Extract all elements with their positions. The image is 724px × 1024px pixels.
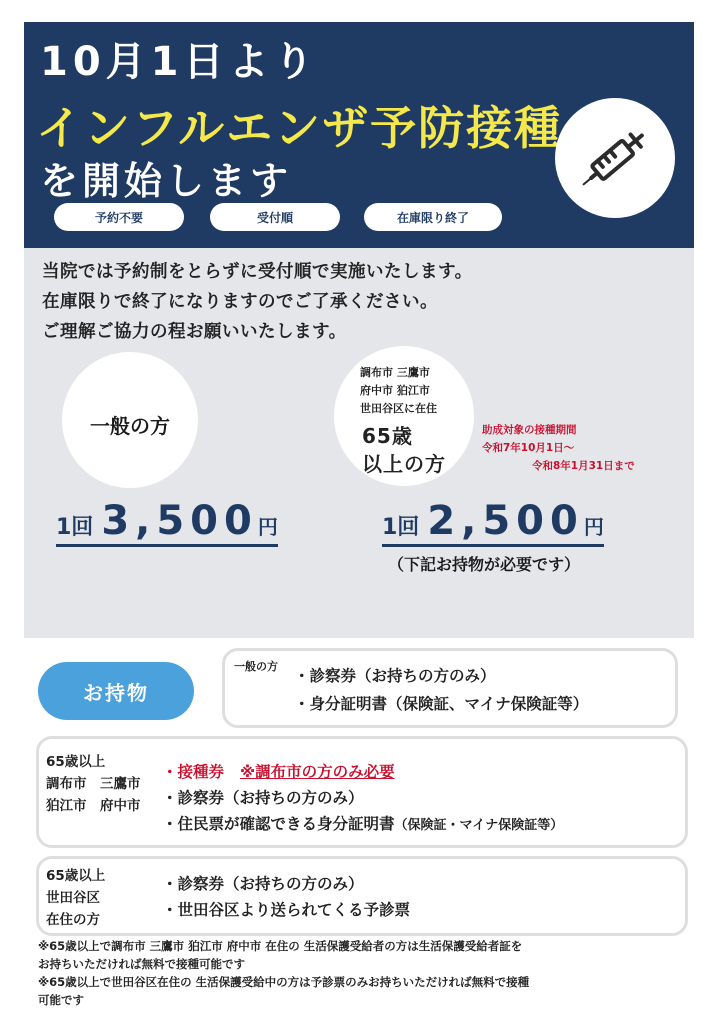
headline-date: 10月1日より [40,39,319,85]
senior-age-line-1: 65歳 [362,424,413,448]
senior-setagaya-belongings-box [36,856,688,936]
footnote-line-4: 可能です [38,993,84,1007]
subsidy-period-start: 令和7年10月1日～ [482,442,575,454]
general-belongings-item-2: ・身分証明書（保険証、マイナ保険証等） [294,695,589,713]
syringe-icon [570,113,660,203]
general-price-count: 1回 [56,515,94,540]
intro-line-3: ご理解ご協力の程お願いいたします。 [42,322,347,342]
general-belongings-box [222,648,678,728]
general-belongings-heading: 一般の方 [234,660,278,673]
box3-item-1: ・診察券（お持ちの方のみ） [162,875,364,893]
footnote-line-1: ※65歳以上で調布市 三鷹市 狛江市 府中市 在住の 生活保護受給者の方は生活保護受給者証を [38,939,523,953]
box2-item-1-note: ※調布市の方のみ必要 [240,763,395,781]
box2-item-3-main: ・住民票が確認できる身分証明書 [162,815,395,833]
headline-main: インフルエンザ予防接種 [36,101,563,155]
box3-label-line-1: 65歳以上 [46,868,106,884]
general-label: 一般の方 [90,414,170,438]
senior-price-count: 1回 [382,515,420,540]
pill-no-reservation: 予約不要 [54,203,184,231]
senior-price-note: （下記お持物が必要です） [388,555,581,574]
box2-item-3 [162,812,563,834]
senior-area-line-2: 府中市 狛江市 [360,384,430,397]
general-price-unit: 円 [257,515,278,539]
intro-line-1: 当院では予約制をとらずに受付順で実施いたします。 [42,262,473,282]
subsidy-period-end: 令和8年1月31日まで [532,460,635,472]
box2-label-line-1: 65歳以上 [46,754,106,770]
box3-item-2: ・世田谷区より送られてくる予診票 [162,901,411,919]
belongings-label: お持物 [38,662,194,720]
headline-sub: を開始します [40,159,293,203]
box2-item-1-prefix: ・接種券 [162,763,225,781]
box2-label-line-2: 調布市 三鷹市 [46,776,141,792]
senior-price-value: 2,500 [427,498,584,544]
footnote-line-2: お持ちいただければ無料で接種可能です [38,957,245,971]
senior-area-line-3: 世田谷区に在住 [360,402,437,415]
box3-label-line-2: 世田谷区 [46,890,100,906]
subsidy-period-title: 助成対象の接種期間 [482,424,577,436]
box3-label-line-3: 在住の方 [46,912,100,928]
box2-item-3-paren: （保険証・マイナ保険証等） [394,818,564,833]
box2-item-2: ・診察券（お持ちの方のみ） [162,789,364,807]
general-price [56,498,278,547]
general-price-value: 3,500 [101,498,258,544]
pill-first-come: 受付順 [210,203,340,231]
senior-age-line-2: 以上の方 [362,452,446,476]
senior-price-unit: 円 [583,515,604,539]
pill-while-stock-lasts: 在庫限り終了 [364,203,502,231]
senior-price [382,498,604,547]
general-belongings-item-1: ・診察券（お持ちの方のみ） [294,667,496,685]
intro-line-2: 在庫限りで終了になりますのでご了承ください。 [42,292,438,312]
senior-area-line-1: 調布市 三鷹市 [360,366,430,379]
syringe-badge [555,98,675,218]
footnote-line-3: ※65歳以上で世田谷区在住の 生活保護受給中の方は予診票のみお持ちいただければ無料で接種 [38,975,530,989]
box2-label-line-3: 狛江市 府中市 [46,798,141,814]
box2-item-1 [162,760,395,782]
